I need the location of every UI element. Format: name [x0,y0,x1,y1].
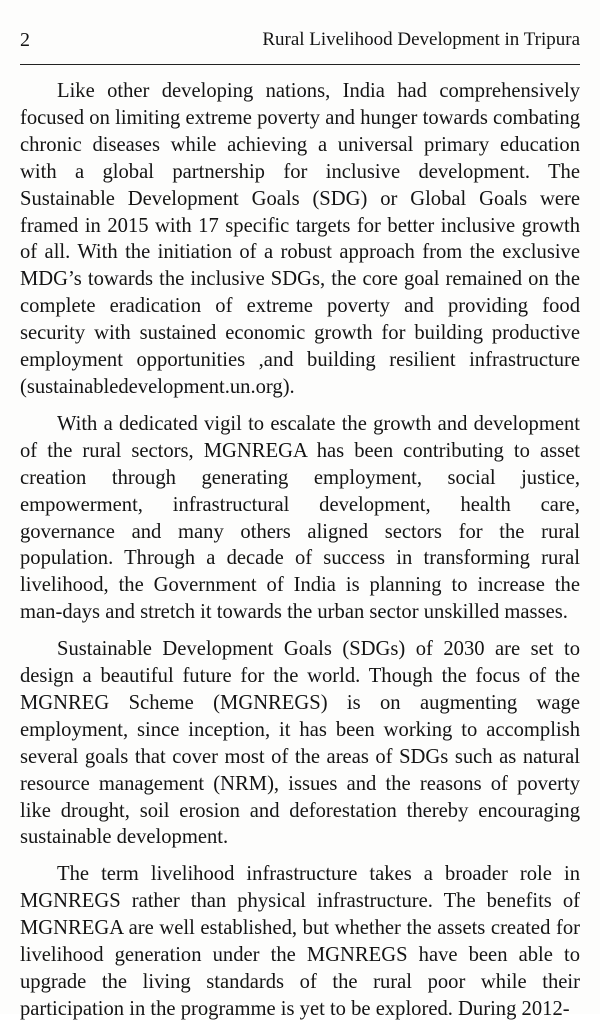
header-rule [20,64,580,65]
paragraph-1: Like other developing nations, India had comprehensively focused on limiting extreme poverty and hunger towards combating chronic diseases while achieving a universal primary education with a global partnership for inclusive development. The Sustainable Development Goals (SDG) or Global Goals were framed in 2015 with 17 specific targets for better inclusive growth of all. With the initiation of a robust approach from the exclusive MDG’s towards the inclusive SDGs, the core goal remained on the complete eradication of extreme poverty and providing food security with sustained economic growth for building productive employment opportunities ,and building resilient infrastructure (sustainabledevelopment.un.org). [20,80,580,398]
paragraph-3: Sustainable Development Goals (SDGs) of 2030 are set to design a beautiful future for the world. Though the focus of the MGNREG Scheme (MGNREGS) is on augmenting wage employment, since inception, it has been working to accomplish several goals that cover most of the areas of SDGs such as natural resource management (NRM), issues and the reasons of poverty like drought, soil erosion and deforestation thereby encouraging sustainable development. [20,638,580,849]
page-number: 2 [20,29,30,51]
paragraph-4: The term livelihood infrastructure takes a broader role in MGNREGS rather than physical infrastructure. The benefits of MGNREGA are well established, but whether the assets created for livelihood generation under the MGNREGS have been able to upgrade the living standards of the rural poor while their participation in the programme is yet to be explored. During 2012- [20,863,580,1020]
running-head: Rural Livelihood Development in Tripura [262,29,580,50]
paragraph-2: With a dedicated vigil to escalate the growth and development of the rural sectors, MGNREGA has been contributing to asset creation through generating employment, social justice, empowerment, infrastructural development, health care, governance and many others aligned sectors for the rural population. Through a decade of success in transforming rural livelihood, the Government of India is planning to increase the man-days and stretch it towards the urban sector unskilled masses. [20,412,580,624]
page-header [20,28,580,58]
body-text [20,78,580,1033]
